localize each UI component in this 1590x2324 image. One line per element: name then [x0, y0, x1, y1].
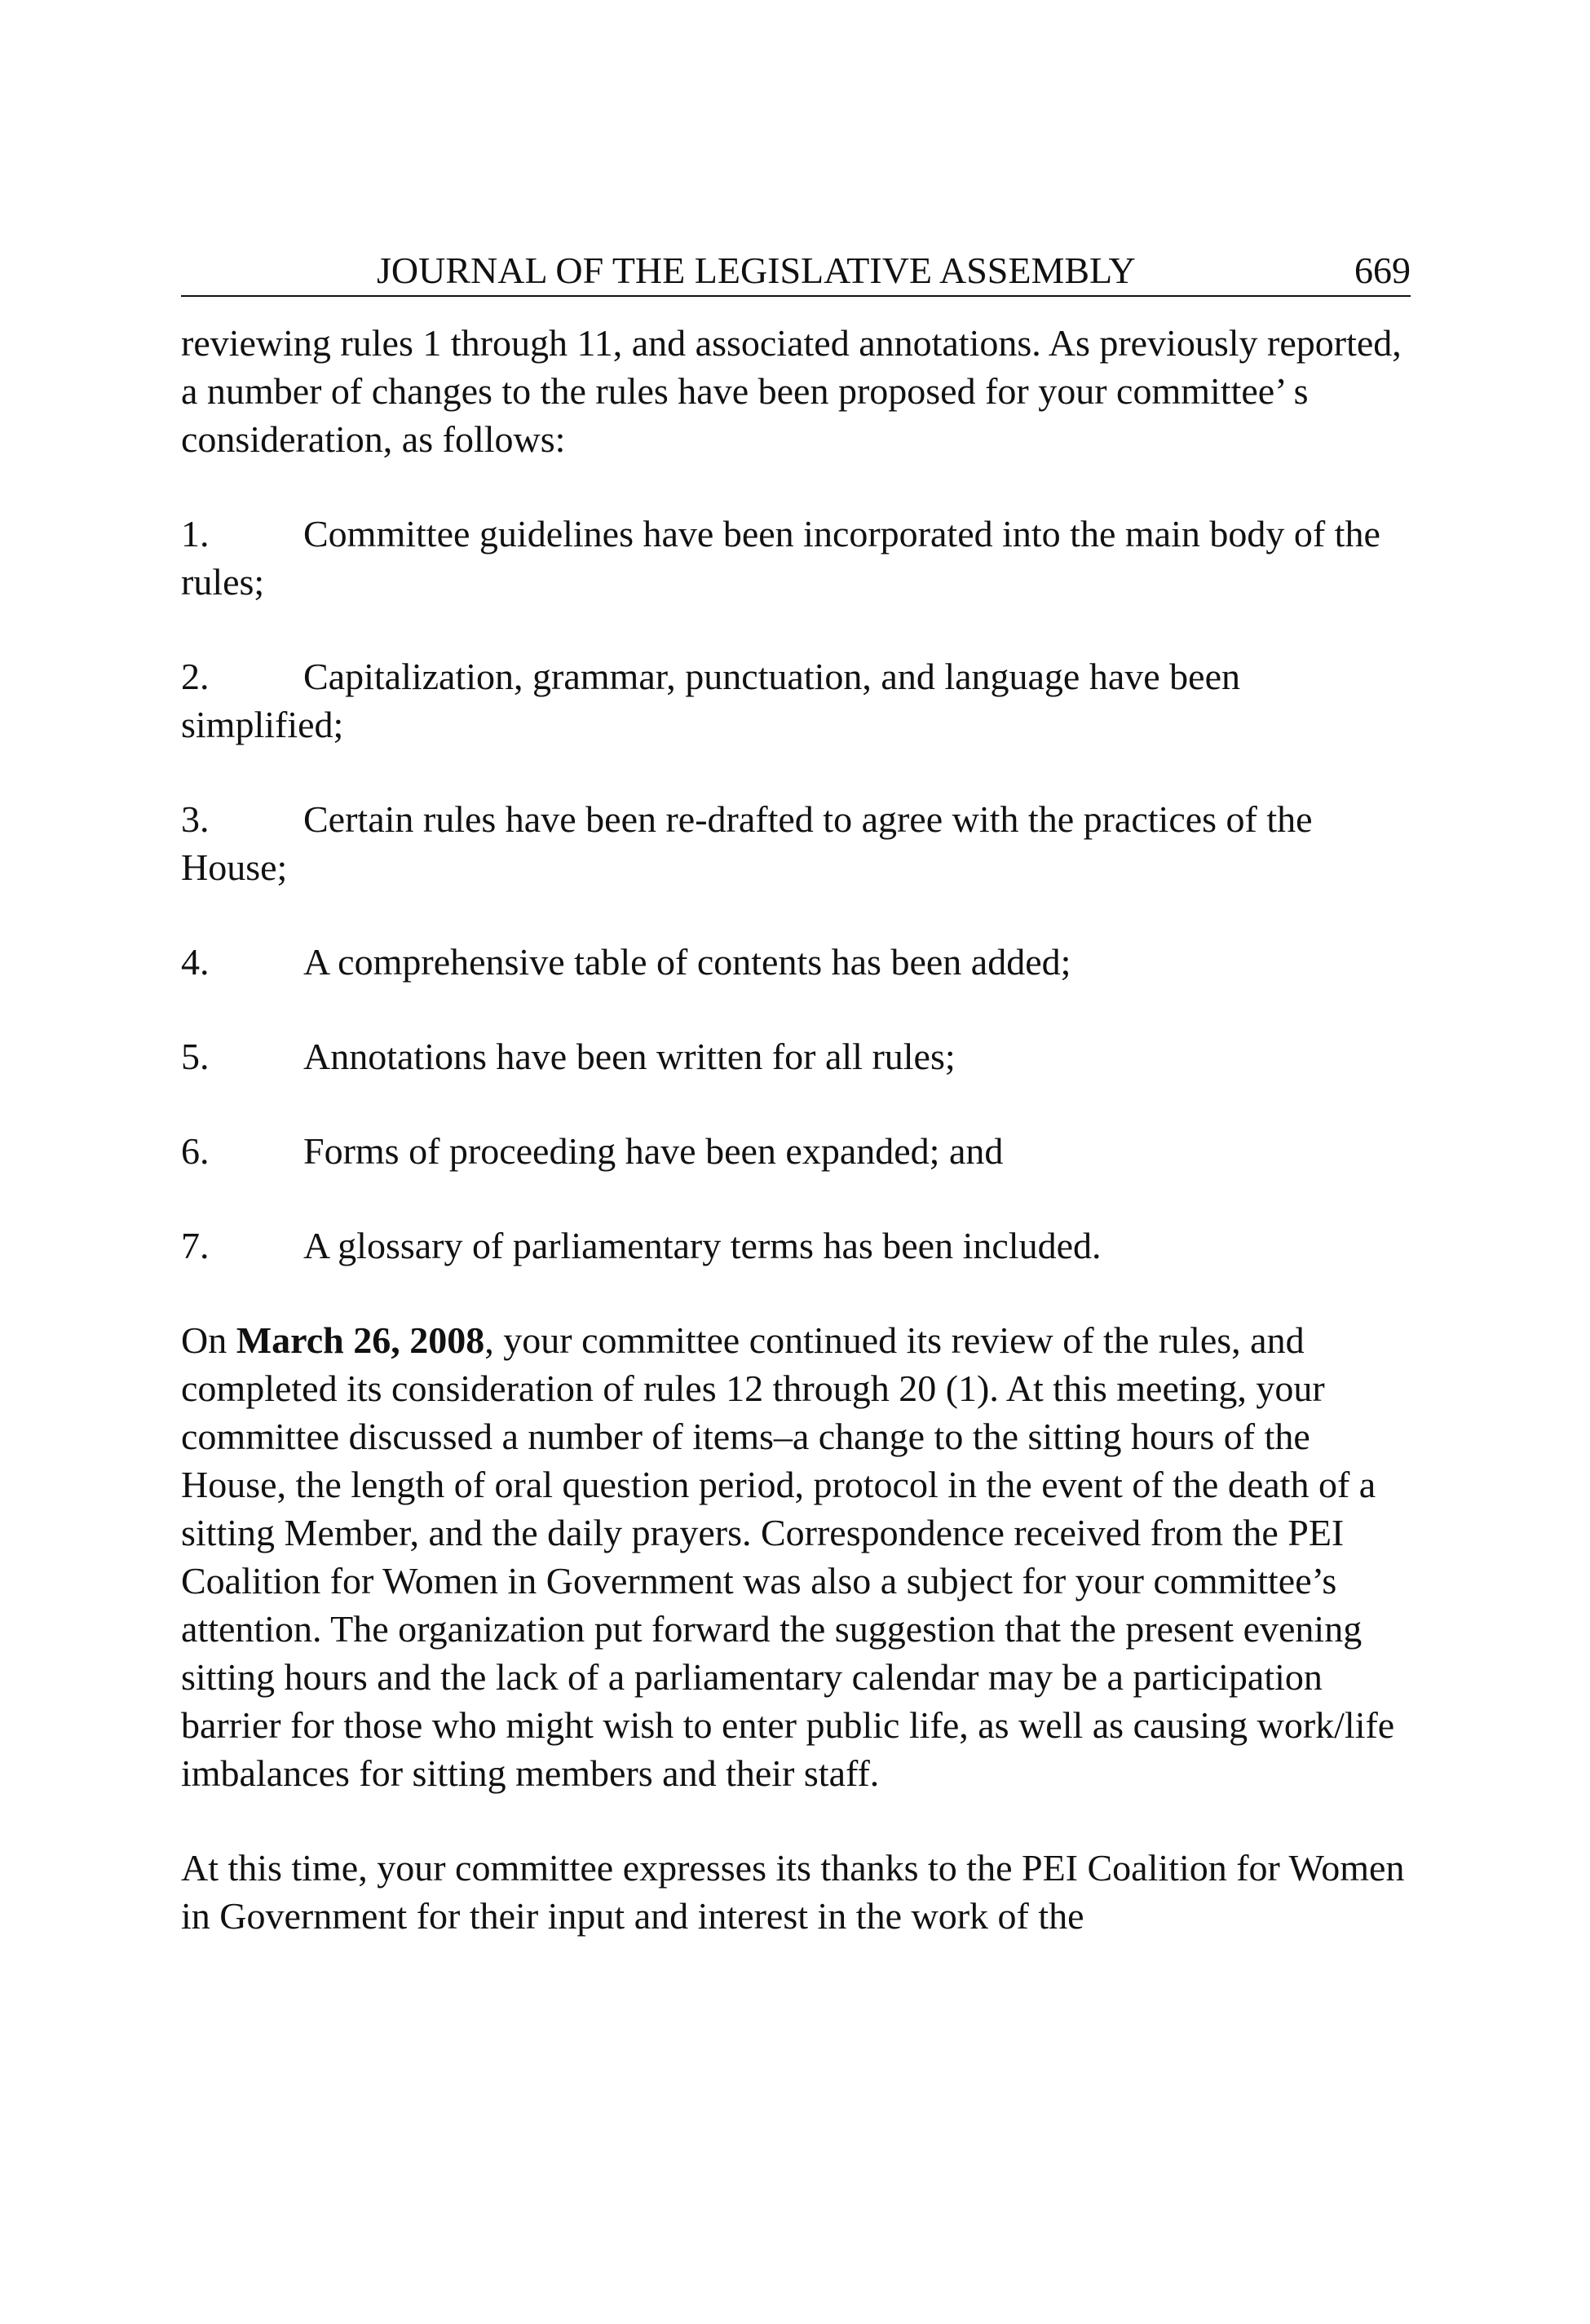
list-item: [181, 938, 1411, 986]
page-number: 669: [1354, 250, 1411, 291]
list-text: Certain rules have been re-drafted to agree with the practices of the House;: [181, 798, 1313, 888]
list-number: 4.: [181, 941, 210, 983]
thanks-paragraph: At this time, your committee expresses its thanks to the PEI Coalition for Women in Government for their input and interest in the work of the: [181, 1847, 1405, 1937]
list-number: 7.: [181, 1225, 210, 1266]
list-number: 1.: [181, 513, 210, 554]
list-item: [181, 510, 1411, 606]
march-26-paragraph: [181, 1316, 1411, 1797]
intro-paragraph: reviewing rules 1 through 11, and associated annotations. As previously reported, a number of changes to the rules have been proposed for your committee’ s consideration, as follows:: [181, 322, 1402, 460]
list-text: Capitalization, grammar, punctuation, and language have been simplified;: [181, 656, 1241, 745]
journal-title: JOURNAL OF THE LEGISLATIVE ASSEMBLY: [377, 250, 1136, 291]
list-text: Committee guidelines have been incorporated into the main body of the rules;: [181, 513, 1380, 603]
list-text: A comprehensive table of contents has been added;: [303, 941, 1071, 983]
list-item: [181, 795, 1411, 891]
list-item: [181, 1222, 1411, 1270]
list-text: Forms of proceeding have been expanded; and: [303, 1130, 1004, 1172]
list-text: A glossary of parliamentary terms has been included.: [303, 1225, 1102, 1266]
document-page: [181, 245, 1411, 1986]
list-number: 6.: [181, 1130, 210, 1172]
running-header: [181, 245, 1411, 297]
paragraph-lead: On: [181, 1319, 236, 1361]
paragraph-text: , your committee continued its review of the rules, and completed its consideration of rules 12 through 20 (1). At this meeting, your committee discussed a number of items–a change to the sitting hours of the House, the length of oral question period, protocol in the event of the death of a sitting Member, and the daily prayers. Correspondence received from the PEI Coalition for Women in Government was also a subject for your committee’s attention. The organization put forward the suggestion that the present evening sitting hours and the lack of a parliamentary calendar may be a participation barrier for those who might wish to enter public life, as well as causing work/life imbalances for sitting members and their staff.: [181, 1319, 1395, 1794]
list-text: Annotations have been written for all rules;: [303, 1036, 956, 1077]
list-number: 3.: [181, 798, 210, 840]
meeting-date: March 26, 2008: [236, 1319, 485, 1361]
list-item: [181, 652, 1411, 749]
list-item: [181, 1032, 1411, 1080]
page-body: [181, 319, 1411, 1940]
list-item: [181, 1127, 1411, 1175]
list-number: 2.: [181, 656, 210, 697]
list-number: 5.: [181, 1036, 210, 1077]
